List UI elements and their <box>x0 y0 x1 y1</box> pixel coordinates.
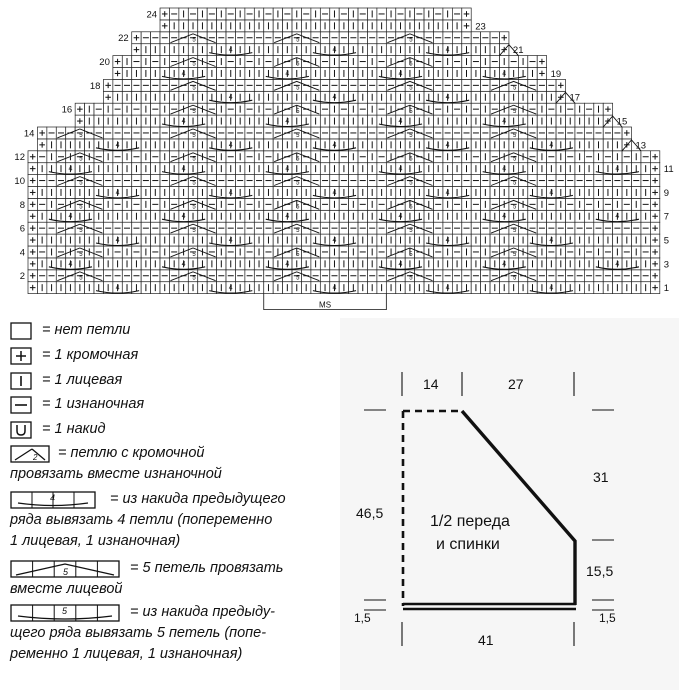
edge-purl-together-icon <box>10 445 50 463</box>
decrease-label: 5 <box>296 156 300 163</box>
row-number-right: 5 <box>663 235 670 247</box>
chart-row-8 <box>28 198 660 210</box>
increase-label: 4 <box>115 141 120 149</box>
dim-right-band: 1,5 <box>599 611 616 625</box>
knit-cell-icon <box>10 372 32 390</box>
row-number-left: 6 <box>19 223 25 235</box>
decrease-label: 5 <box>409 228 413 235</box>
increase-label: 4 <box>398 70 403 78</box>
decrease-label: 5 <box>192 180 196 187</box>
legend-text: = 5 петель провязать <box>130 560 284 576</box>
chart-row-23 <box>160 20 471 32</box>
row-number-right: 15 <box>616 116 628 128</box>
schematic-title-1: 1/2 переда <box>430 513 510 530</box>
chart-row-20 <box>113 56 547 68</box>
decrease-label: 5 <box>296 228 300 235</box>
decrease-label: 5 <box>296 132 300 139</box>
garment-schematic <box>340 318 679 690</box>
purl-cell-icon <box>10 396 32 414</box>
decrease-label: 5 <box>409 37 413 44</box>
dim-right-upper: 31 <box>593 469 609 485</box>
decrease-label: 5 <box>296 180 300 187</box>
legend-text: = петлю с кромочной <box>58 445 205 461</box>
row-number-left: 16 <box>61 104 73 116</box>
row-number-right: 9 <box>663 187 670 199</box>
increase-label: 4 <box>549 237 554 244</box>
decrease-label: 5 <box>409 275 413 282</box>
row-number-right: 17 <box>569 92 581 104</box>
decrease-label: 5 <box>79 228 83 235</box>
decrease-label: 5 <box>409 204 413 211</box>
chart-row-4 <box>28 246 660 258</box>
decrease-label: 5 <box>409 180 413 187</box>
increase-label: 4 <box>115 284 120 292</box>
row-number-right: 11 <box>663 164 674 176</box>
chart-row-10 <box>28 175 660 187</box>
chart-row-12 <box>28 151 660 163</box>
legend-text-cont: 1 лицевая, 1 изнаночная) <box>10 533 181 549</box>
knitting-chart <box>0 0 679 318</box>
increase-label: 4 <box>228 94 233 102</box>
increase-label: 4 <box>68 165 73 173</box>
decrease-label: 5 <box>296 251 300 258</box>
decrease-label: 5 <box>79 132 83 139</box>
chart-row-16 <box>75 103 613 115</box>
chart-row-6 <box>28 222 660 234</box>
increase-label: 4 <box>445 94 450 102</box>
legend-text: = 1 лицевая <box>42 372 123 388</box>
increase-label: 4 <box>228 237 233 244</box>
decrease-label: 5 <box>409 85 413 92</box>
increase-label: 4 <box>68 213 73 221</box>
decrease-label: 5 <box>192 275 196 282</box>
decrease-label: 5 <box>192 156 196 163</box>
dim-left-height: 46,5 <box>356 505 384 521</box>
row-number-left: 12 <box>14 152 25 164</box>
decrease-label: 5 <box>192 61 196 68</box>
increase-label: 4 <box>502 165 507 173</box>
schematic-drawing <box>340 318 679 690</box>
decrease-label: 5 <box>512 228 517 235</box>
increase-label: 4 <box>549 189 554 197</box>
legend-text-cont: провязать вместе изнаночной <box>10 466 222 482</box>
increase-label: 4 <box>181 213 186 221</box>
decrease-label: 5 <box>512 275 517 282</box>
decrease-label: 5 <box>79 156 83 163</box>
decrease-label: 5 <box>296 109 300 116</box>
row-number-right: 19 <box>550 68 562 80</box>
legend-text-cont: щего ряда вывязать 5 петель (попе- <box>10 625 267 641</box>
increase-label: 4 <box>502 213 507 221</box>
legend-text: = из накида предыду- <box>130 604 275 620</box>
increase-label: 4 <box>615 213 620 221</box>
legend-text-cont: ременно 1 лицевая, 1 изнаночная) <box>10 646 243 662</box>
dec5-icon <box>10 560 120 578</box>
increase-label: 4 <box>228 141 233 149</box>
increase-label: 4 <box>181 70 186 78</box>
row-number-right: 13 <box>635 140 647 152</box>
repeat-label: MS <box>319 300 332 310</box>
decrease-label: 5 <box>296 85 300 92</box>
decrease-label: 5 <box>409 251 413 258</box>
increase-label: 4 <box>615 260 620 268</box>
increase-label: 4 <box>332 189 337 197</box>
increase-label: 4 <box>445 189 450 197</box>
decrease-label: 5 <box>192 204 196 211</box>
decrease-label: 5 <box>409 132 413 139</box>
increase-label: 4 <box>181 118 186 125</box>
row-number-right: 21 <box>512 45 524 57</box>
decrease-label: 5 <box>296 275 300 282</box>
decrease-label: 5 <box>79 204 83 211</box>
increase-label: 4 <box>285 213 290 221</box>
increase-label: 4 <box>445 141 450 149</box>
row-number-right: 7 <box>663 211 670 223</box>
increase-label: 4 <box>332 284 337 292</box>
chart-grid <box>28 8 660 294</box>
inc5-icon <box>10 604 120 622</box>
decrease-label: 5 <box>192 228 196 235</box>
decrease-label: 5 <box>296 37 300 44</box>
legend-text: = из накида предыдущего <box>110 491 286 507</box>
row-number-left: 10 <box>14 176 25 187</box>
row-number-right: 23 <box>475 21 486 33</box>
legend-text-cont: вместе лицевой <box>10 581 123 597</box>
empty-cell-icon <box>10 322 32 340</box>
chart-row-14 <box>37 127 631 139</box>
increase-label: 4 <box>332 94 337 102</box>
decrease-label: 5 <box>512 109 517 116</box>
increase-label: 4 <box>181 165 186 173</box>
increase-label: 4 <box>181 260 186 268</box>
increase-label: 4 <box>228 284 233 292</box>
legend-text: = 1 кромочная <box>42 347 139 363</box>
row-number-left: 24 <box>146 9 158 21</box>
dim-left-band: 1,5 <box>354 611 371 625</box>
legend-text-cont: ряда вывязать 4 петли (попеременно <box>10 512 273 528</box>
increase-label: 4 <box>502 70 507 78</box>
increase-label: 4 <box>549 284 554 292</box>
increase-label: 4 <box>398 165 403 173</box>
increase-label: 4 <box>115 189 120 197</box>
row-number-right: 3 <box>663 259 670 271</box>
chart-row-24 <box>160 8 471 20</box>
increase-label: 4 <box>285 260 290 268</box>
increase-label: 4 <box>68 260 73 268</box>
dim-top-right: 27 <box>508 376 524 392</box>
increase-label: 4 <box>332 237 337 244</box>
chart-row-18 <box>103 79 565 91</box>
row-number-left: 4 <box>19 247 25 259</box>
legend-text: = 1 накид <box>42 421 106 437</box>
dim-right-lower: 15,5 <box>586 563 614 579</box>
increase-label: 4 <box>285 70 290 78</box>
schematic-title-2: и спинки <box>436 536 500 553</box>
inc4-label: 4 <box>50 493 56 503</box>
row-number-left: 8 <box>19 199 25 211</box>
row-number-left: 20 <box>99 57 110 68</box>
increase-label: 4 <box>228 46 233 54</box>
chart-row-2 <box>28 270 660 282</box>
increase-label: 4 <box>398 213 403 221</box>
dec5-label: 5 <box>63 567 69 577</box>
increase-label: 4 <box>332 46 337 54</box>
chart-row-22 <box>132 32 509 44</box>
increase-label: 4 <box>228 189 233 197</box>
decrease-label: 5 <box>296 61 300 68</box>
row-number-left: 18 <box>89 80 101 92</box>
increase-label: 4 <box>502 118 507 125</box>
decrease-label: 5 <box>79 251 83 258</box>
yarn-over-icon <box>10 421 32 439</box>
decrease-label: 5 <box>512 180 517 187</box>
increase-label: 4 <box>445 46 450 54</box>
decrease-label: 5 <box>192 251 196 258</box>
row-number-left: 14 <box>23 128 35 140</box>
decrease-label: 5 <box>512 204 517 211</box>
increase-label: 4 <box>549 141 554 149</box>
svg-text:2: 2 <box>33 453 38 462</box>
decrease-label: 5 <box>409 61 413 68</box>
decrease-label: 5 <box>512 156 517 163</box>
inc5-label: 5 <box>62 606 68 616</box>
legend-text: = нет петли <box>42 322 131 338</box>
increase-label: 4 <box>615 165 620 173</box>
row-number-right: 1 <box>663 283 670 295</box>
decrease-label: 5 <box>79 275 83 282</box>
decrease-label: 5 <box>512 251 517 258</box>
decrease-label: 5 <box>192 109 196 116</box>
decrease-label: 5 <box>192 85 196 92</box>
decrease-label: 5 <box>409 109 413 116</box>
dim-bottom: 41 <box>478 632 494 648</box>
row-number-left: 22 <box>118 33 129 45</box>
decrease-label: 5 <box>79 180 83 187</box>
legend-text: = 1 изнаночная <box>42 396 145 412</box>
decrease-label: 5 <box>192 132 196 139</box>
increase-label: 4 <box>398 118 403 125</box>
increase-label: 4 <box>115 237 120 244</box>
increase-label: 4 <box>445 237 450 244</box>
increase-label: 4 <box>285 165 290 173</box>
decrease-label: 5 <box>409 156 413 163</box>
dim-top-left: 14 <box>423 376 439 392</box>
increase-label: 4 <box>332 141 337 149</box>
armhole-side-line <box>462 411 575 605</box>
inc4-icon <box>10 491 96 509</box>
plus-cell-icon <box>10 347 32 365</box>
decrease-label: 5 <box>296 204 300 211</box>
decrease-label: 5 <box>512 85 517 92</box>
increase-label: 4 <box>285 118 290 125</box>
row-number-left: 2 <box>19 271 25 283</box>
increase-label: 4 <box>502 260 507 268</box>
increase-label: 4 <box>398 260 403 268</box>
decrease-label: 5 <box>192 37 196 44</box>
increase-label: 4 <box>445 284 450 292</box>
decrease-label: 5 <box>512 132 517 139</box>
